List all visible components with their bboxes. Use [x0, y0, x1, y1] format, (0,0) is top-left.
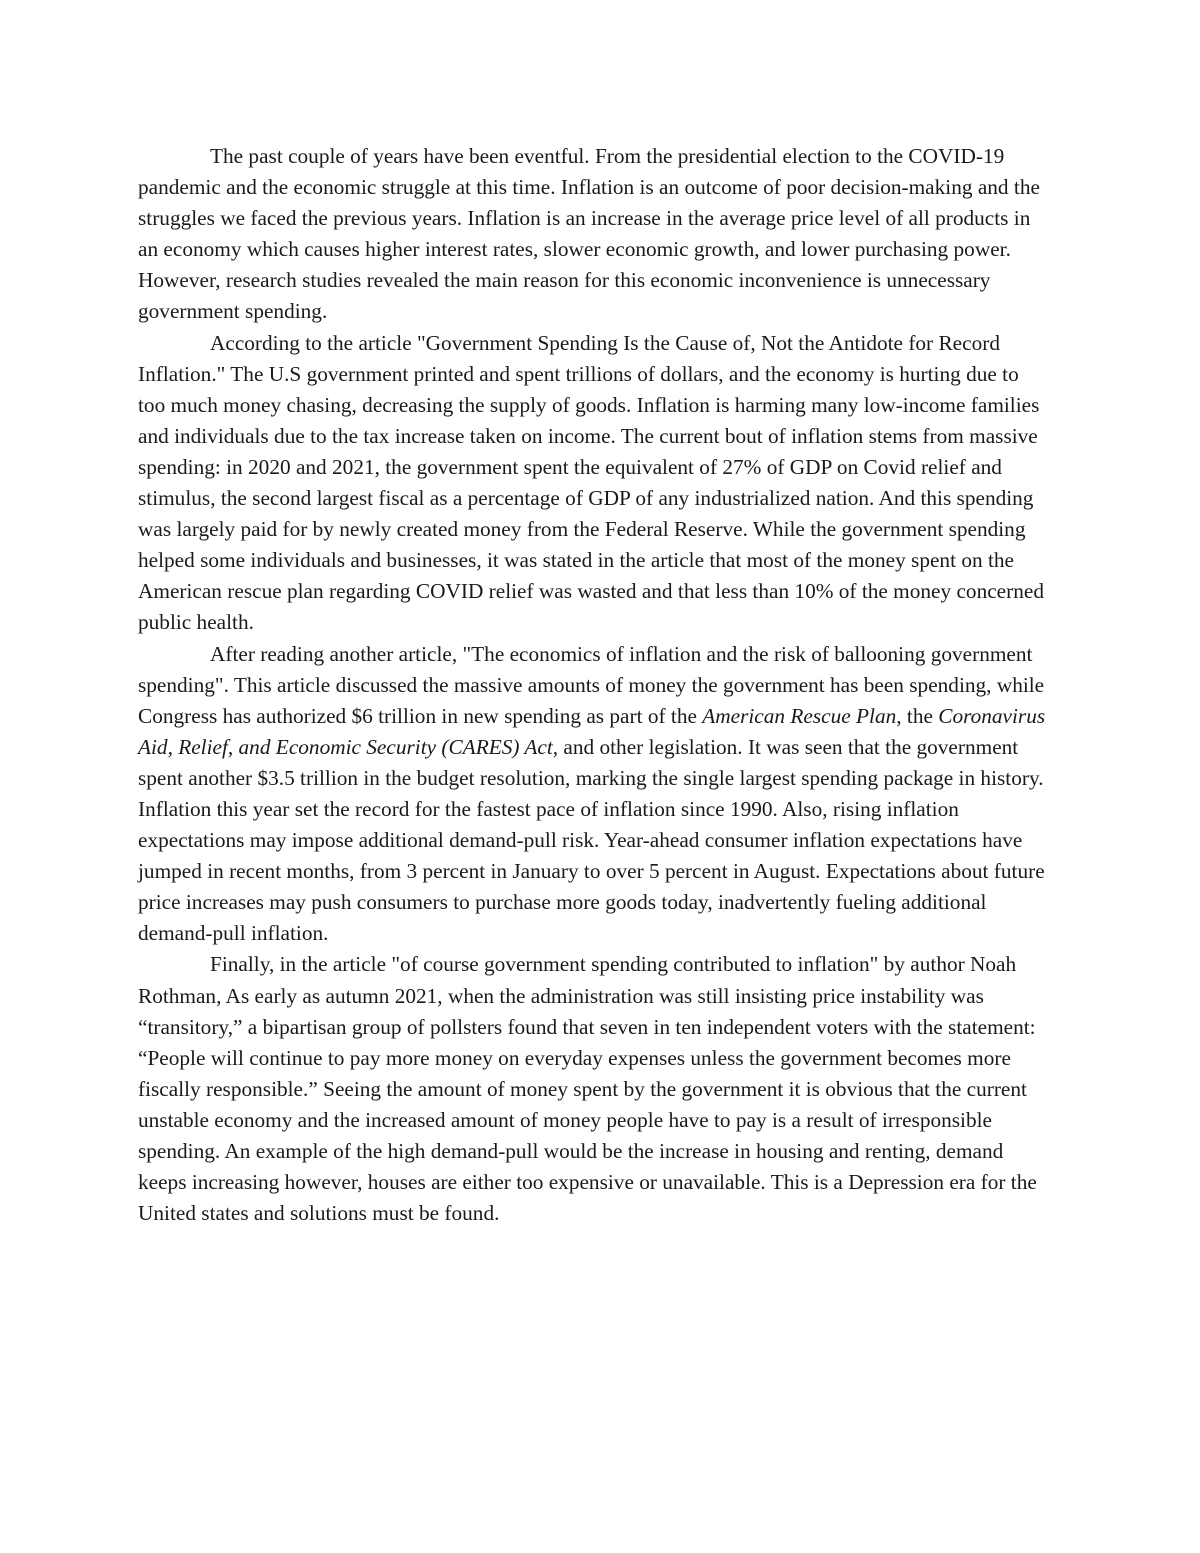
paragraph-2	[138, 328, 1050, 639]
paragraph-3	[138, 639, 1050, 950]
paragraph-2-text: According to the article "Government Spending Is the Cause of, Not the Antidote for Record Inflation." The U.S government printed and spent trillions of dollars, and the economy is hurting due to too much money chasing, decreasing the supply of goods. Inflation is harming many low-income families and individuals due to the tax increase taken on income. The current bout of inflation stems from massive spending: in 2020 and 2021, the government spent the equivalent of 27% of GDP on Covid relief and stimulus, the second largest fiscal as a percentage of GDP of any industrialized nation. And this spending was largely paid for by newly created money from the Federal Reserve. While the government spending helped some individuals and businesses, it was stated in the article that most of the money spent on the American rescue plan regarding COVID relief was wasted and that less than 10% of the money concerned public health.	[138, 330, 1044, 635]
paragraph-1-text: The past couple of years have been eventful. From the presidential election to the COVID-19 pandemic and the economic struggle at this time. Inflation is an outcome of poor decision-making and the struggles we faced the previous years. Inflation is an increase in the average price level of all products in an economy which causes higher interest rates, slower economic growth, and lower purchasing power. However, research studies revealed the main reason for this economic inconvenience is unnecessary government spending.	[138, 144, 1040, 324]
essay-body	[138, 141, 1050, 1229]
paragraph-4	[138, 949, 1050, 1229]
paragraph-3-text-c: and other legislation. It was seen that the government spent another $3.5 trillion in the budget resolution, marking the single largest spending package in history. Inflation this year set the record for the fastest pace of inflation since 1990. Also, rising inflation expectations may impose additional demand-pull risk. Year-ahead consumer inflation expectations have jumped in recent months, from 3 percent in January to over 5 percent in August. Expectations about future price increases may push consumers to purchase more goods today, inadvertently fueling additional demand-pull inflation.	[138, 734, 1045, 946]
american-rescue-plan-title: American Rescue Plan	[702, 703, 897, 728]
paragraph-3-text-b: , the	[896, 703, 939, 728]
paragraph-3-text-a: After reading another article, "The economics of inflation and the risk of ballooning government spending". This article discussed the massive amounts of money the government has been spending, while Congress has authorized $6 trillion in new spending as part of the	[138, 641, 1045, 728]
paragraph-4-text: Finally, in the article "of course government spending contributed to inflation" by author Noah Rothman, As early as autumn 2021, when the administration was still insisting price instability was “transitory,” a bipartisan group of pollsters found that seven in ten independent voters with the statement: “People will continue to pay more money on everyday expenses unless the government becomes more fiscally responsible.” Seeing the amount of money spent by the government it is obvious that the current unstable economy and the increased amount of money people have to pay is a result of irresponsible spending. An example of the high demand-pull would be the increase in housing and renting, demand keeps increasing however, houses are either too expensive or unavailable. This is a Depression era for the United states and solutions must be found.	[138, 952, 1037, 1226]
paragraph-1	[138, 141, 1050, 328]
cares-act-title: Coronavirus Aid, Relief, and Economic Security (CARES) Act,	[138, 703, 1046, 759]
